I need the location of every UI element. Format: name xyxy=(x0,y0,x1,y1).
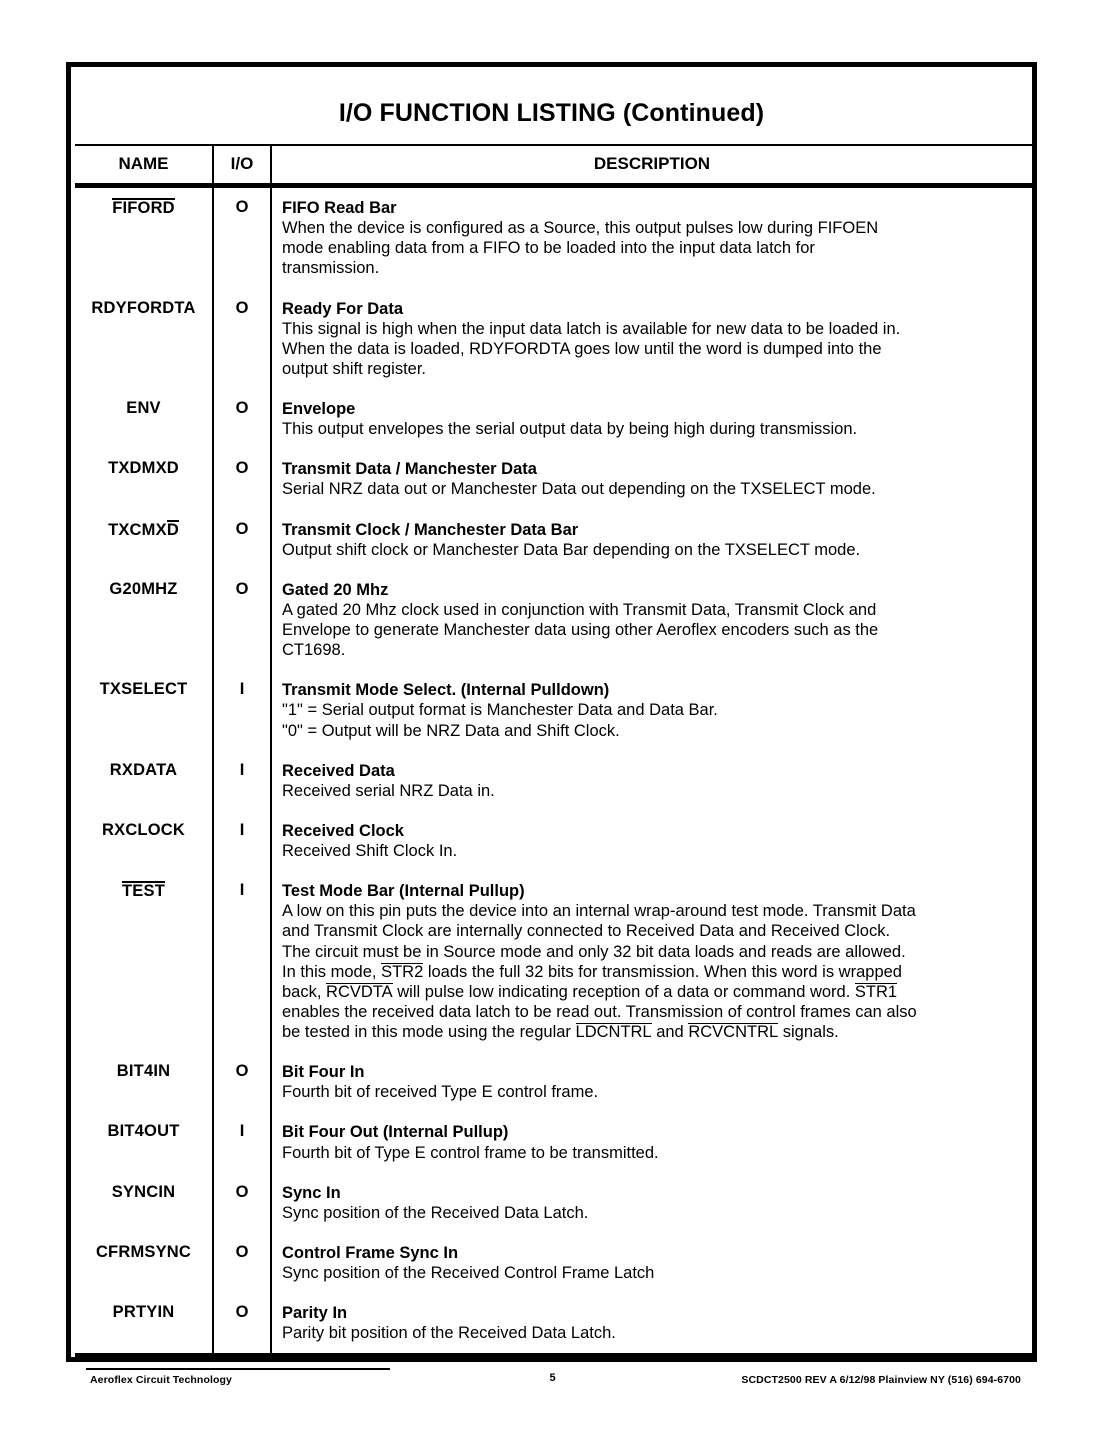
footer-company: Aeroflex Circuit Technology xyxy=(90,1374,232,1386)
io-direction: I xyxy=(239,760,245,779)
description-title: Ready For Data xyxy=(282,299,404,318)
table-row xyxy=(75,510,1032,570)
description-body xyxy=(282,901,1022,1042)
description-title: Received Clock xyxy=(282,821,404,840)
signal-name: CFRMSYNC xyxy=(95,1242,192,1261)
cell-signal-name xyxy=(75,1293,213,1356)
inline-signal-overbar: STR2 xyxy=(381,962,424,981)
description-title: Transmit Clock / Manchester Data Bar xyxy=(282,520,579,539)
description-line: Parity bit position of the Received Data Latch. xyxy=(282,1324,616,1343)
cell-io-direction xyxy=(213,751,271,811)
io-direction: O xyxy=(235,1242,249,1261)
cell-signal-name xyxy=(75,1052,213,1112)
description-body xyxy=(282,1203,1022,1223)
description xyxy=(272,188,1032,289)
description-body xyxy=(282,479,1022,499)
signal-name: BIT4IN xyxy=(116,1062,171,1081)
cell-description xyxy=(271,670,1032,750)
table-row xyxy=(75,1173,1032,1233)
cell-io-direction xyxy=(213,811,271,871)
description-line: When the device is configured as a Source, this output pulses low during FIFOEN xyxy=(282,219,879,238)
cell-signal-name xyxy=(75,570,213,671)
column-header-description: DESCRIPTION xyxy=(271,145,1032,186)
description-body xyxy=(282,1263,1022,1283)
description-title: Sync In xyxy=(282,1183,341,1202)
cell-description xyxy=(271,1233,1032,1293)
cell-signal-name xyxy=(75,871,213,1052)
cell-io-direction xyxy=(213,449,271,509)
description-body xyxy=(282,1143,1022,1163)
cell-io-direction xyxy=(213,389,271,449)
description-body xyxy=(282,781,1022,801)
description-line: mode enabling data from a FIFO to be loaded into the input data latch for xyxy=(282,239,815,258)
table-row xyxy=(75,1293,1032,1356)
io-function-listing-table xyxy=(75,144,1032,1358)
table-row xyxy=(75,751,1032,811)
signal-name: BIT4OUT xyxy=(107,1122,180,1141)
io-direction: O xyxy=(235,399,249,417)
description-line: A low on this pin puts the device into an internal wrap-around test mode. Transmit Data xyxy=(282,902,916,921)
signal-name xyxy=(75,188,212,228)
description-line: "1" = Serial output format is Manchester Data and Data Bar. xyxy=(282,701,718,720)
io-direction: I xyxy=(239,881,245,900)
cell-io-direction xyxy=(213,289,271,390)
description-title: Test Mode Bar (Internal Pullup) xyxy=(282,882,525,901)
signal-name-overbar: D xyxy=(166,520,179,539)
description xyxy=(272,751,1032,811)
signal-name: RXDATA xyxy=(109,760,178,779)
table-row xyxy=(75,389,1032,449)
signal-name: G20MHZ xyxy=(109,579,178,598)
footer-document-info: SCDCT2500 REV A 6/12/98 Plainview NY (516) 694-6700 xyxy=(741,1374,1021,1386)
cell-description xyxy=(271,1293,1032,1356)
cell-io-direction xyxy=(213,1112,271,1172)
cell-io-direction xyxy=(213,570,271,671)
description-line: This signal is high when the input data latch is available for new data to be loaded in. xyxy=(282,319,901,338)
description xyxy=(272,811,1032,871)
description-title: Transmit Mode Select. (Internal Pulldown) xyxy=(282,681,610,700)
io-direction: O xyxy=(235,298,249,317)
cell-signal-name xyxy=(75,1173,213,1233)
table-body xyxy=(75,186,1032,1356)
cell-signal-name xyxy=(75,1112,213,1172)
description xyxy=(272,1052,1032,1112)
cell-description xyxy=(271,570,1032,671)
description-body xyxy=(282,419,1022,439)
table-row xyxy=(75,1052,1032,1112)
cell-description xyxy=(271,871,1032,1052)
table-header-row xyxy=(75,145,1032,186)
description-line: Output shift clock or Manchester Data Bar depending on the TXSELECT mode. xyxy=(282,540,861,559)
description-line: Sync position of the Received Control Frame Latch xyxy=(282,1264,655,1282)
description-title: Bit Four In xyxy=(282,1063,365,1082)
cell-description xyxy=(271,751,1032,811)
description-body xyxy=(282,841,1022,861)
description xyxy=(272,1233,1032,1293)
inline-signal-overbar: RCVCNTRL xyxy=(688,1023,779,1041)
description-title: Gated 20 Mhz xyxy=(282,580,389,599)
signal-name: SYNCIN xyxy=(111,1182,176,1201)
description-title: Parity In xyxy=(282,1304,348,1323)
io-direction: O xyxy=(235,198,249,216)
description-line: Received Shift Clock In. xyxy=(282,842,458,860)
signal-name: RDYFORDTA xyxy=(91,298,196,317)
description xyxy=(272,510,1032,570)
io-direction: O xyxy=(235,1303,249,1322)
signal-name-overbar: FIFORD xyxy=(112,199,175,217)
cell-signal-name xyxy=(75,289,213,390)
inline-signal-overbar: STR1 xyxy=(854,982,898,1001)
io-direction: O xyxy=(235,579,249,598)
description xyxy=(272,449,1032,509)
signal-name: RXCLOCK xyxy=(102,820,185,839)
io-direction: O xyxy=(235,519,249,538)
cell-signal-name xyxy=(75,389,213,449)
cell-io-direction xyxy=(213,871,271,1052)
description-line: Fourth bit of received Type E control frame. xyxy=(282,1083,599,1102)
cell-signal-name xyxy=(75,1233,213,1293)
table-row xyxy=(75,186,1032,289)
footer-page-number: 5 xyxy=(549,1372,556,1384)
io-direction: I xyxy=(239,1122,245,1141)
description-line: "0" = Output will be NRZ Data and Shift Clock. xyxy=(282,721,620,740)
table-row xyxy=(75,570,1032,671)
column-header-name: NAME xyxy=(75,145,213,186)
table-row xyxy=(75,1112,1032,1172)
description-line: Serial NRZ data out or Manchester Data out depending on the TXSELECT mode. xyxy=(282,480,876,499)
cell-signal-name xyxy=(75,510,213,570)
signal-name: TXCMXD xyxy=(108,520,179,539)
cell-io-direction xyxy=(213,1293,271,1356)
description xyxy=(272,1173,1032,1233)
table-row xyxy=(75,871,1032,1052)
description-line: A gated 20 Mhz clock used in conjunction with Transmit Data, Transmit Clock and xyxy=(282,600,877,619)
description xyxy=(272,670,1032,750)
description-body xyxy=(282,1323,1022,1343)
cell-signal-name xyxy=(75,186,213,289)
signal-name xyxy=(75,871,212,911)
signal-name: TXSELECT xyxy=(99,680,188,699)
footer-divider xyxy=(86,1368,390,1370)
page-footer xyxy=(0,1368,1105,1408)
description-body xyxy=(282,540,1022,560)
description-line: be tested in this mode using the regular LDCNTRL and RCVCNTRL signals. xyxy=(282,1023,839,1041)
table-row xyxy=(75,670,1032,750)
cell-signal-name xyxy=(75,751,213,811)
column-header-io: I/O xyxy=(213,145,271,186)
description-title: Received Data xyxy=(282,761,395,780)
cell-description xyxy=(271,389,1032,449)
cell-io-direction xyxy=(213,186,271,289)
description-body xyxy=(282,319,1022,379)
signal-name-overbar: TEST xyxy=(122,882,165,901)
cell-io-direction xyxy=(213,510,271,570)
cell-signal-name xyxy=(75,811,213,871)
table-row xyxy=(75,1233,1032,1293)
io-direction: I xyxy=(239,680,245,699)
cell-signal-name xyxy=(75,449,213,509)
description xyxy=(272,570,1032,671)
description-line: Envelope to generate Manchester data using other Aeroflex encoders such as the xyxy=(282,621,879,639)
signal-name: TXDMXD xyxy=(108,459,179,478)
signal-name: PRTYIN xyxy=(112,1303,175,1322)
cell-description xyxy=(271,186,1032,289)
description-line: enables the received data latch to be read out. Transmission of control frames can also xyxy=(282,1002,917,1021)
cell-description xyxy=(271,811,1032,871)
table-row xyxy=(75,811,1032,871)
table-row xyxy=(75,449,1032,509)
io-direction: O xyxy=(235,1182,249,1201)
description-line: The circuit must be in Source mode and only 32 bit data loads and reads are allowed. xyxy=(282,942,906,961)
description xyxy=(272,389,1032,449)
cell-io-direction xyxy=(213,670,271,750)
cell-description xyxy=(271,1052,1032,1112)
cell-description xyxy=(271,1173,1032,1233)
description-line: When the data is loaded, RDYFORDTA goes low until the word is dumped into the xyxy=(282,339,882,358)
description-body xyxy=(282,600,1022,660)
cell-signal-name xyxy=(75,670,213,750)
description-title: Control Frame Sync In xyxy=(282,1243,459,1262)
description-body xyxy=(282,700,1022,740)
description-line: Fourth bit of Type E control frame to be transmitted. xyxy=(282,1143,659,1162)
description-title: Bit Four Out (Internal Pullup) xyxy=(282,1123,509,1142)
description-line: transmission. xyxy=(282,259,380,278)
signal-name: ENV xyxy=(126,399,161,417)
description-title: FIFO Read Bar xyxy=(282,199,397,217)
description-line: back, RCVDTA will pulse low indicating reception of a data or command word. STR1 xyxy=(282,982,898,1001)
description xyxy=(272,871,1032,1052)
cell-io-direction xyxy=(213,1052,271,1112)
inline-signal-overbar: RCVDTA xyxy=(326,982,393,1001)
description-line: output shift register. xyxy=(282,359,426,378)
description-line: CT1698. xyxy=(282,641,346,660)
io-direction: I xyxy=(239,820,245,839)
cell-description xyxy=(271,1112,1032,1172)
description-line: Sync position of the Received Data Latch. xyxy=(282,1203,589,1222)
description-title: Envelope xyxy=(282,400,356,418)
cell-io-direction xyxy=(213,1233,271,1293)
description xyxy=(272,289,1032,390)
table-row xyxy=(75,289,1032,390)
description-line: and Transmit Clock are internally connected to Received Data and Received Clock. xyxy=(282,922,891,941)
inline-signal-overbar: LDCNTRL xyxy=(575,1023,652,1041)
page-title: I/O FUNCTION LISTING (Continued) xyxy=(338,99,765,127)
cell-io-direction xyxy=(213,1173,271,1233)
description xyxy=(272,1112,1032,1172)
io-direction: O xyxy=(235,1062,249,1081)
io-direction: O xyxy=(235,459,249,478)
table-header xyxy=(75,145,1032,186)
description xyxy=(272,1293,1032,1353)
description-body xyxy=(282,1082,1022,1102)
description-line: This output envelopes the serial output data by being high during transmission. xyxy=(282,420,858,439)
cell-description xyxy=(271,289,1032,390)
description-body xyxy=(282,218,1022,278)
page-border xyxy=(66,62,1037,1362)
cell-description xyxy=(271,449,1032,509)
description-title: Transmit Data / Manchester Data xyxy=(282,460,537,479)
cell-description xyxy=(271,510,1032,570)
description-line: Received serial NRZ Data in. xyxy=(282,781,495,800)
description-line: In this mode, STR2 loads the full 32 bits for transmission. When this word is wrapped xyxy=(282,962,902,981)
